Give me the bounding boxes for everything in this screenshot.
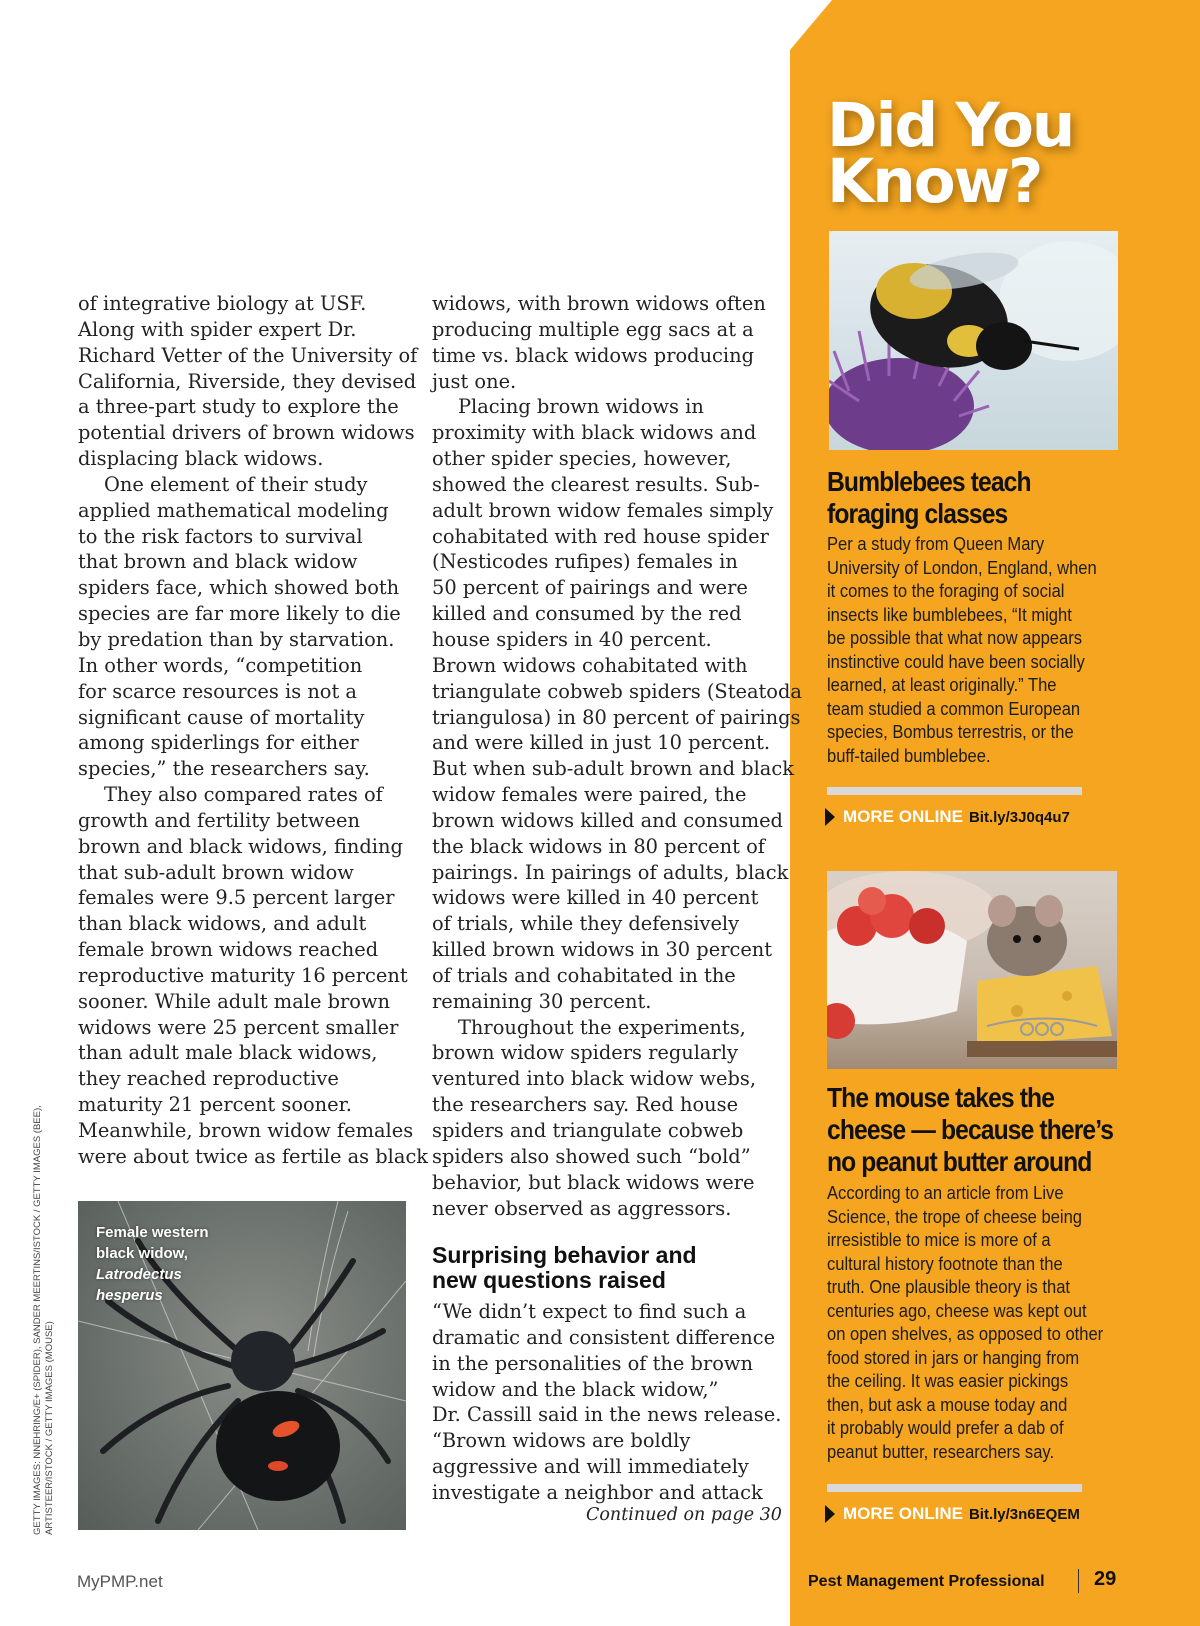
mouse-body: According to an article from Live Science, the trope of cheese being irresistible to mice is more of a cultural history footnote than the truth. One plausible theory is that centuries ago, cheese was kept out on open shelves, as opposed to other food stored in jars or hanging from the ceiling. It was easier pickings then, but ask a mouse today and it probably would prefer a dab of peanut butter, researchers say. — [827, 1183, 1104, 1462]
continued-note: Continued on page 30 — [586, 1505, 782, 1525]
footer-site-url[interactable]: MyPMP.net — [77, 1572, 163, 1591]
section-subhead: Surprising behavior and new questions raised — [432, 1242, 697, 1293]
bumblebee-body: Per a study from Queen Mary University of London, England, when it comes to the foraging of social insects like bumblebees, “It might be possible that what now appears instinctive could have been socially learned, at least originally.” The team studied a common European species, Bombus terrestris, or the buff-tailed bumblebee. — [827, 534, 1097, 766]
mouse-divider — [827, 1484, 1082, 1492]
more-online-url[interactable]: Bit.ly/3J0q4u7 — [968, 808, 1070, 826]
article-column-2-continued: “We didn’t expect to find such a dramatic and consistent difference in the personalities of the brown widow and the black widow,” Dr. Cassill said in the news release. “Brown widows are boldly aggressive and will immediately investigate a neighbor and attack — [432, 1300, 782, 1504]
sidebar-title: Did You Know? — [827, 90, 1074, 217]
footer-magazine-name: Pest Management Professional — [808, 1573, 1045, 1590]
article-column-2: widows, with brown widows often producing multiple egg sacs at a time vs. black widows producing just one. Placing brown widows in proximity with black widows and other spider species, however, showed the clearest results. Sub- adult brown widow females simply cohabitated with red house spider (Nesticodes rufipes) females in 50 percent of pairings and were killed and consumed by the red house spiders in 40 percent. Brown widows cohabitated with triangulate cobweb spiders (Steatoda triangulosa) in 80 percent of pairings and were killed in just 10 percent. But when sub-adult brown and black widow females were paired, the brown widows killed and consumed the black widows in 80 percent of pairings. In pairings of adults, black widows were killed in 40 percent of trials, while they defensively killed brown widows in 30 percent of trials and cohabitated in the remaining 30 percent. Throughout the experiments, brown widow spiders regularly ventured into black widow webs, the researchers say. Red house spiders and triangulate cobweb spiders also showed such “bold” behavior, but black widows were never observed as aggressors. — [432, 292, 802, 1220]
more-online-label: MORE ONLINE — [843, 807, 963, 826]
mouse-photo — [827, 871, 1117, 1069]
play-arrow-icon — [825, 1505, 835, 1523]
bumblebee-photo — [829, 231, 1118, 450]
bumblebee-divider — [827, 787, 1082, 795]
bumblebee-more-online-link[interactable] — [825, 807, 1070, 827]
footer-divider — [1078, 1569, 1079, 1593]
photo-caption: Female western black widow, Latrodectus hesperus — [96, 1224, 209, 1304]
more-online-url[interactable]: Bit.ly/3n6EQEM — [968, 1505, 1080, 1523]
more-online-label: MORE ONLINE — [843, 1504, 963, 1523]
article-column-1: of integrative biology at USF. Along with spider expert Dr. Richard Vetter of the University of California, Riverside, they devised a three-part study to explore the potential drivers of brown widows displacing black widows. One element of their study applied mathematical modeling to the risk factors to survival that brown and black widow spiders face, which showed both species are far more likely to die by predation than by starvation. In other words, “competition for scarce resources is not a significant cause of mortality among spiderlings for either species,” the researchers say. They also compared rates of growth and fertility between brown and black widows, finding that sub-adult brown widow females were 9.5 percent larger than black widows, and adult female brown widows reached reproductive maturity 16 percent sooner. While adult male brown widows were 25 percent smaller than adult male black widows, they reached reproductive maturity 21 percent sooner. Meanwhile, brown widow females were about twice as fertile as black — [78, 292, 429, 1168]
image-credits: GETTY IMAGES: NNEHRING/E+ (SPIDER), SANDER MEERTINS/ISTOCK / GETTY IMAGES (BEE), ARTISTEER/ISTOCK / GETTY IMAGES (MOUSE) — [32, 1105, 55, 1535]
bumblebee-heading: Bumblebees teach foraging classes — [827, 466, 1031, 529]
page-number: 29 — [1094, 1568, 1117, 1590]
mouse-heading: The mouse takes the cheese — because there’s no peanut butter around — [827, 1082, 1114, 1177]
mouse-more-online-link[interactable] — [825, 1504, 1080, 1524]
play-arrow-icon — [825, 808, 835, 826]
